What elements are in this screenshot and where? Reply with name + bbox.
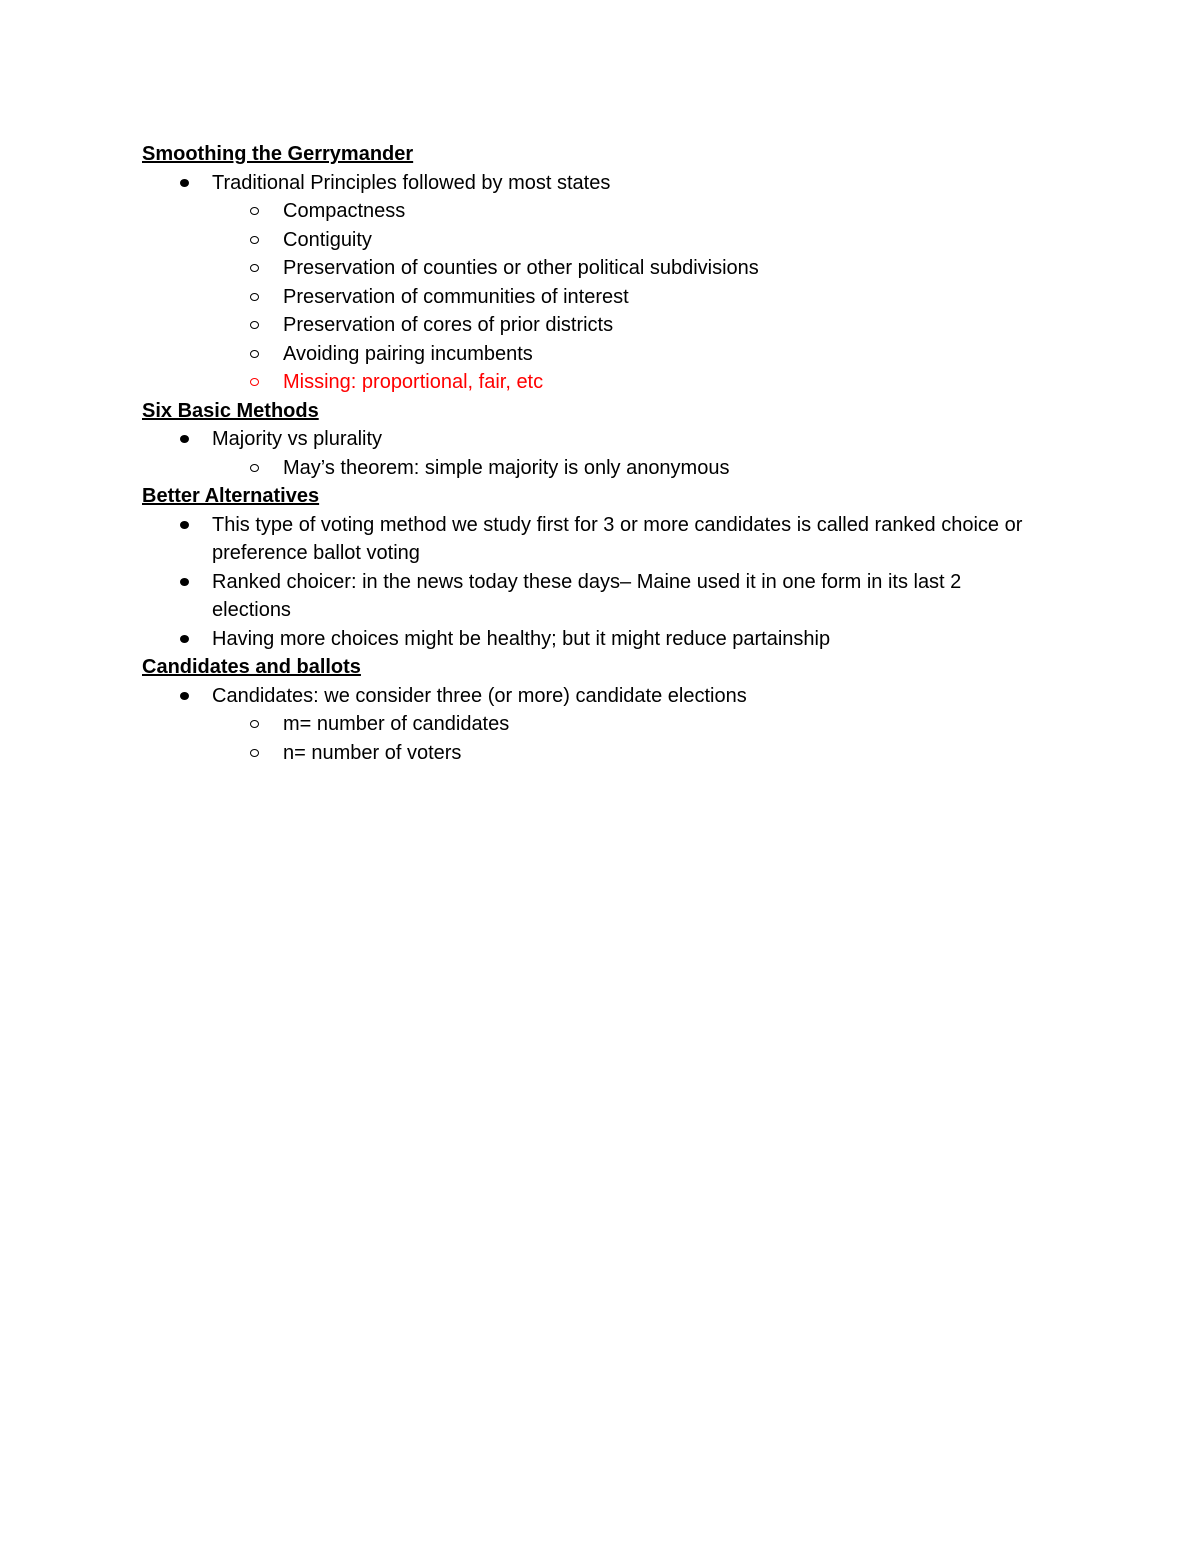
list-item	[142, 625, 1042, 654]
bullet-circle-icon	[250, 739, 259, 768]
section-heading: Six Basic Methods	[142, 399, 319, 422]
section-heading: Better Alternatives	[142, 485, 320, 507]
bullet-circle-icon	[250, 311, 259, 340]
bullet-disc-icon	[180, 169, 189, 198]
bullet-disc-icon	[180, 511, 189, 540]
list-item-text: Traditional Principles followed by most states	[212, 171, 611, 194]
list-item	[142, 454, 1042, 483]
list-item-text: Contiguity	[283, 228, 372, 251]
bullet-circle-icon	[250, 283, 259, 312]
list-item	[142, 169, 1042, 198]
list-item-text: May’s theorem: simple majority is only anonymous	[283, 456, 730, 479]
list-item	[142, 283, 1042, 312]
list-item	[142, 226, 1042, 255]
list-item	[142, 197, 1042, 226]
bullet-disc-icon	[180, 625, 189, 654]
list-item-text: Preservation of cores of prior districts	[283, 314, 614, 336]
list-item	[142, 682, 1042, 711]
bullet-circle-icon	[250, 254, 259, 283]
list-item-text: m= number of candidates	[283, 713, 510, 735]
list-item-text: Missing: proportional, fair, etc	[283, 371, 544, 393]
bullet-circle-icon	[250, 197, 259, 226]
bullet-disc-icon	[180, 682, 189, 711]
list-item	[142, 340, 1042, 369]
list-item-text: Preservation of counties or other political subdivisions	[283, 257, 759, 279]
bullet-disc-icon	[180, 568, 189, 597]
list-item-highlighted	[142, 368, 1042, 397]
list-item	[142, 511, 1042, 568]
list-item-text: Having more choices might be healthy; but it might reduce partainship	[212, 627, 831, 650]
list-item-text: Avoiding pairing incumbents	[283, 342, 533, 365]
bullet-circle-icon	[250, 226, 259, 255]
list-item	[142, 739, 1042, 768]
list-item-text: This type of voting method we study first for 3 or more candidates is called ranked choice or preference ballot voting	[212, 513, 1023, 564]
list-item-text: n= number of voters	[283, 741, 462, 764]
list-item-text: Ranked choicer: in the news today these days– Maine used it in one form in its last 2 elections	[212, 570, 962, 621]
bullet-circle-icon	[250, 368, 259, 397]
bullet-circle-icon	[250, 454, 259, 483]
list-item	[142, 568, 1042, 625]
list-item	[142, 425, 1042, 454]
bullet-circle-icon	[250, 340, 259, 369]
section-heading: Smoothing the Gerrymander	[142, 143, 414, 165]
list-item-text: Candidates: we consider three (or more) candidate elections	[212, 684, 747, 707]
list-item	[142, 254, 1042, 283]
document-page	[142, 140, 1042, 767]
list-item-text: Compactness	[283, 200, 406, 222]
list-item-text: Preservation of communities of interest	[283, 285, 629, 308]
bullet-circle-icon	[250, 710, 259, 739]
bullet-disc-icon	[180, 425, 189, 454]
section-heading: Candidates and ballots	[142, 656, 361, 678]
list-item	[142, 311, 1042, 340]
list-item	[142, 710, 1042, 739]
list-item-text: Majority vs plurality	[212, 428, 383, 450]
